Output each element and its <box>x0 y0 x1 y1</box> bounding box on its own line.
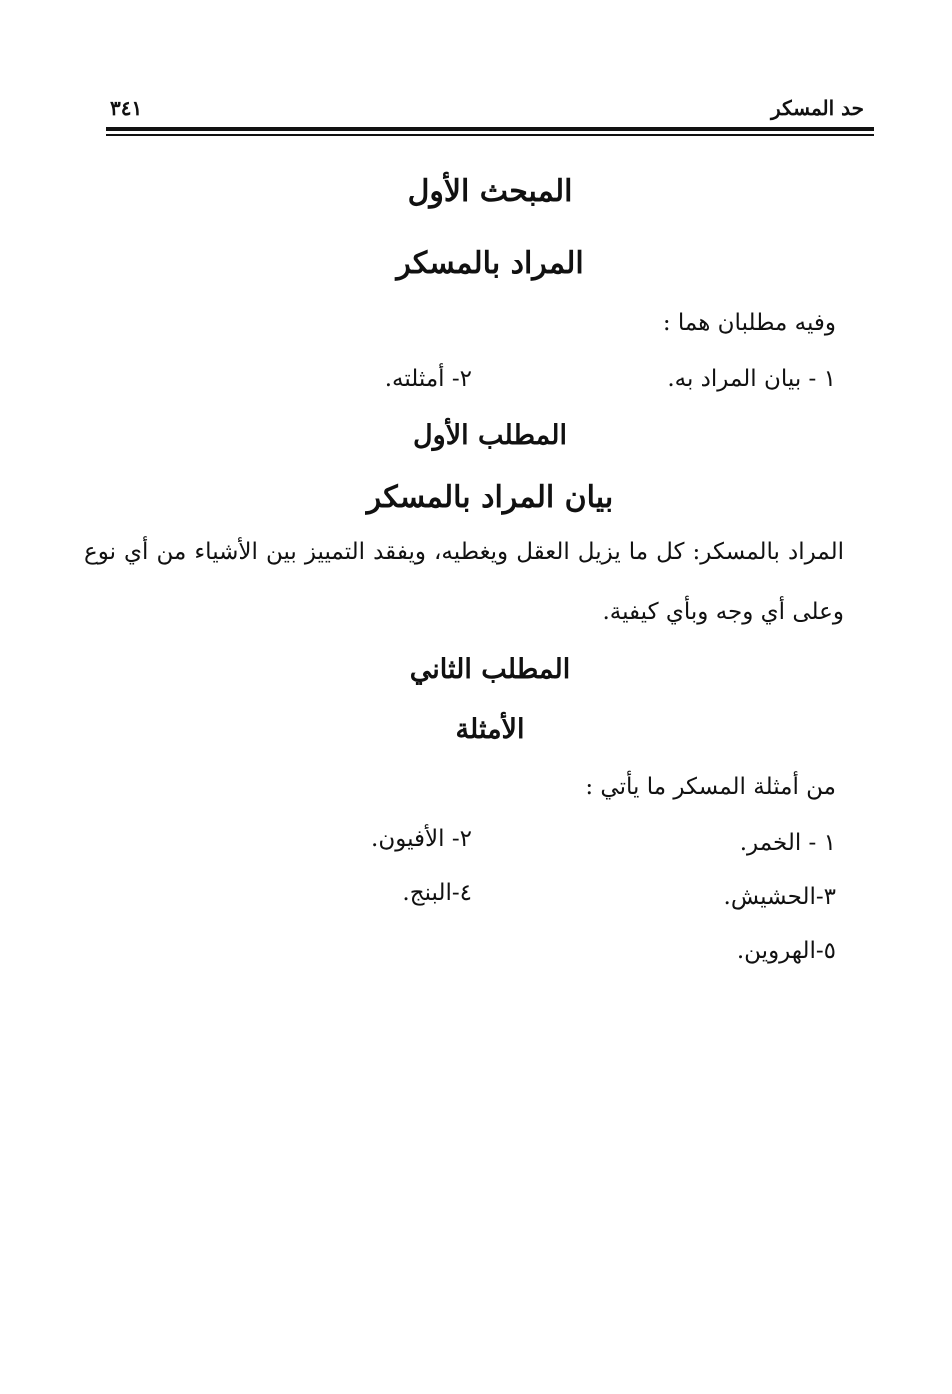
section-subtitle: المراد بالمسكر <box>396 246 584 281</box>
definition-paragraph: المراد بالمسكر: كل ما يزيل العقل ويغطيه، ويفقد التمييز بين الأشياء من أي نوع وعلى أي وجه وبأي كيفية. <box>84 539 844 625</box>
header-rule-thin <box>106 134 874 136</box>
section-item-1: ١ - بيان المراد به. <box>667 366 836 392</box>
subsection-1-title: المطلب الأول <box>413 420 567 451</box>
running-title: حد المسكر <box>771 96 864 120</box>
subsection-1-subtitle: بيان المراد بالمسكر <box>366 480 614 515</box>
section-item-2: ٢- أمثلته. <box>384 366 472 392</box>
section-title: المبحث الأول <box>407 174 573 209</box>
example-item-1: ١ - الخمر. <box>739 830 836 856</box>
subsection-2-title: المطلب الثاني <box>409 654 571 685</box>
running-header <box>106 96 874 124</box>
header-rule-thick <box>106 127 874 131</box>
examples-intro: من أمثلة المسكر ما يأتي : <box>585 774 836 800</box>
example-item-4: ٤-البنج. <box>402 880 472 906</box>
example-item-5: ٥-الهروين. <box>736 938 836 964</box>
example-item-2: ٢- الأفيون. <box>371 826 472 852</box>
example-item-3: ٣-الحشيش. <box>723 884 836 910</box>
page-number: ٣٤١ <box>110 96 143 120</box>
section-intro: وفيه مطلبان هما : <box>662 310 836 336</box>
subsection-2-subtitle: الأمثلة <box>455 714 525 745</box>
